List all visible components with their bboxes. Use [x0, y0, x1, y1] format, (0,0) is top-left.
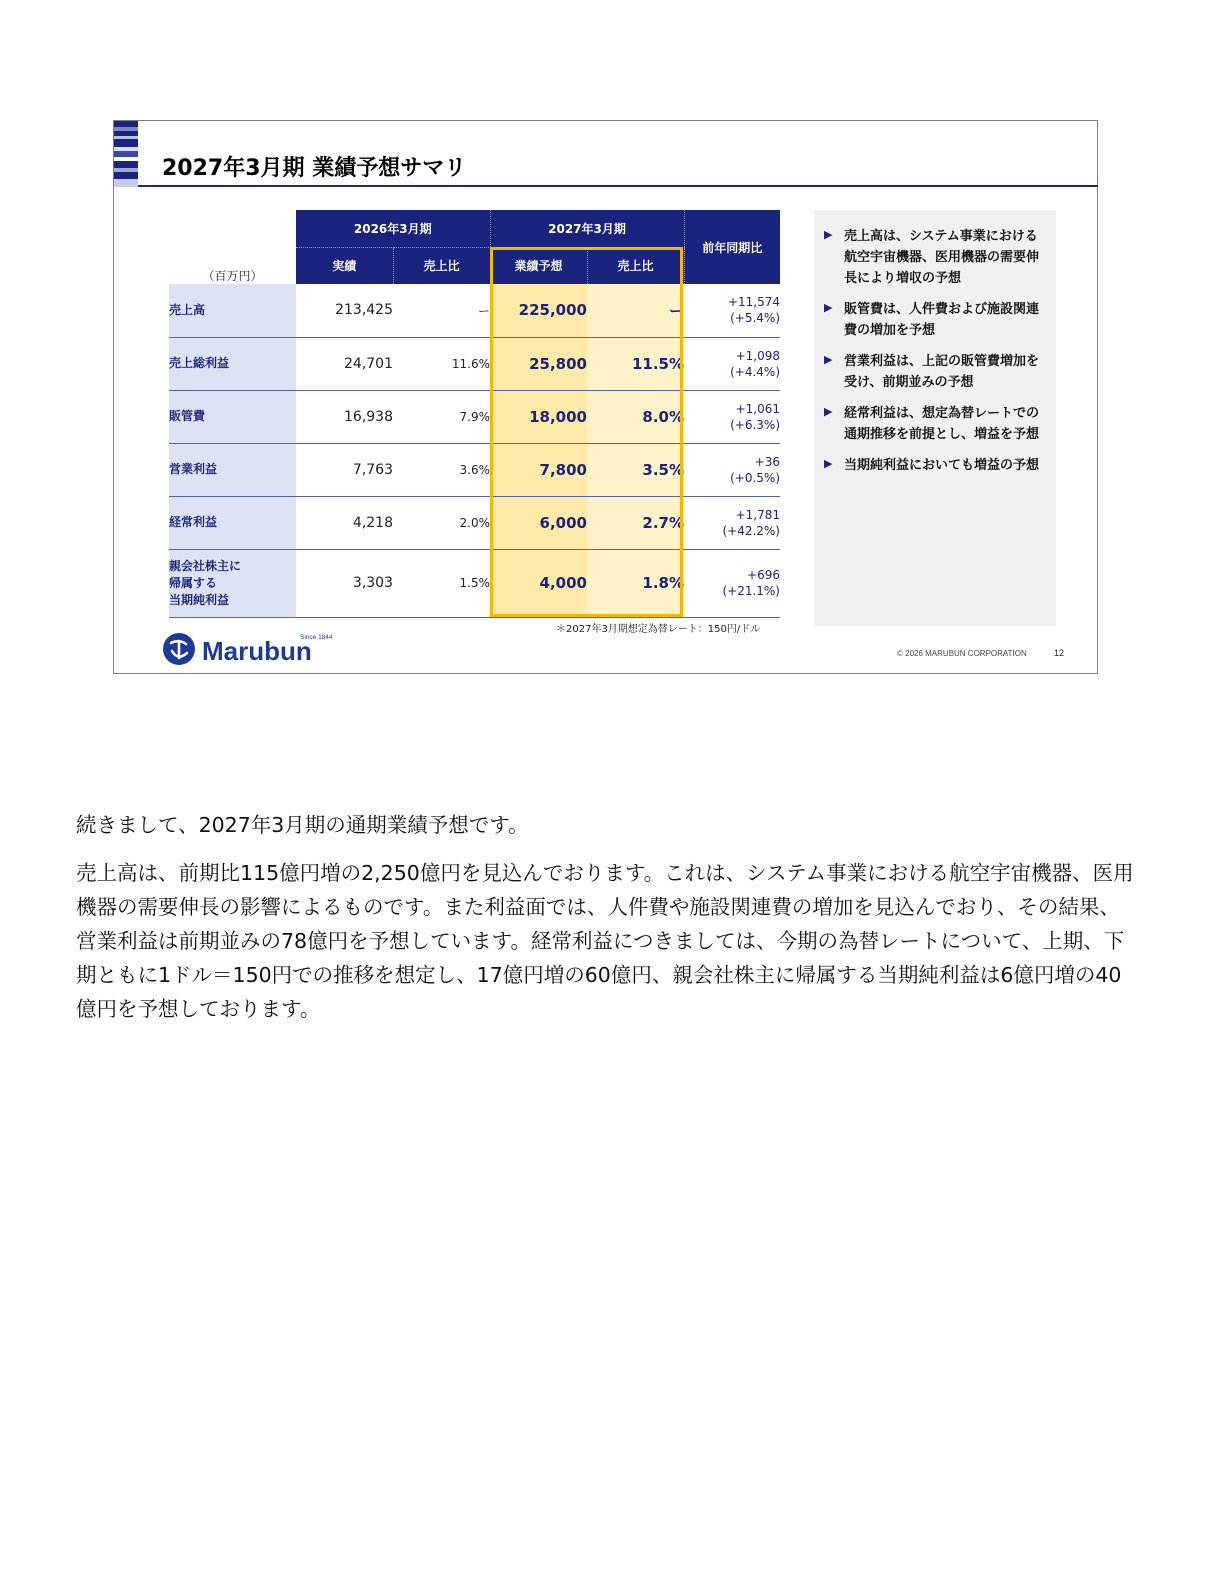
copyright: © 2026 MARUBUN CORPORATION	[897, 649, 1027, 658]
yoy-amount: +1,098	[735, 348, 780, 363]
summary-bullet-text: 売上高は、システム事業における航空宇宙機器、医用機器の需要伸長により増収の予想	[844, 229, 1040, 286]
title-underline	[138, 185, 1098, 187]
row-label	[169, 390, 296, 443]
yoy-amount: +36	[754, 454, 780, 469]
yoy-change	[684, 496, 780, 549]
row-label-line: 経常利益	[169, 515, 218, 529]
actual-value: 24,701	[296, 337, 393, 390]
row-label-line: 売上総利益	[169, 356, 230, 370]
yoy-change	[684, 549, 780, 617]
header-yoy: 前年同期比	[684, 210, 780, 284]
forecast-ratio: 3.5%	[587, 443, 684, 496]
yoy-change	[684, 284, 780, 337]
triangle-right-icon: ▶	[824, 405, 833, 418]
row-label-line: 当期純利益	[169, 592, 230, 607]
actual-ratio: 11.6%	[393, 337, 490, 390]
summary-bullet-text: 当期純利益においても増益の予想	[844, 458, 1040, 473]
header-actual: 実績	[296, 247, 393, 284]
summary-bullet-text: 販管費は、人件費および施設関連費の増加を予想	[844, 302, 1040, 338]
yoy-percent: (+0.5%)	[730, 470, 780, 485]
yoy-amount: +1,781	[735, 507, 780, 522]
forecast-ratio: 1.8%	[587, 549, 684, 617]
yoy-change	[684, 337, 780, 390]
header-fy2027: 2027年3月期	[490, 210, 684, 247]
summary-bullet-text: 営業利益は、上記の販管費増加を受け、前期並みの予想	[844, 354, 1040, 390]
paragraph-detail: 売上高は、前期比115億円増の2,250億円を見込んでおります。これは、システム事業における航空宇宙機器、医用機器の需要伸長の影響によるものです。また利益面では、人件費や施設関連費の増加を見込んでおり、その結果、営業利益は前期並みの78億円を予想しています。経常利益につきましては、今期の為替レートについて、上期、下期ともに1ドル＝150円での推移を想定し、17億円増の60億円、親会社株主に帰属する当期純利益は6億円増の40億円を予想しております。	[76, 861, 1134, 1021]
yoy-amount: +1,061	[735, 401, 780, 416]
summary-panel	[814, 210, 1056, 626]
actual-ratio: 2.0%	[393, 496, 490, 549]
triangle-right-icon: ▶	[824, 353, 833, 366]
actual-value: 4,218	[296, 496, 393, 549]
table-row	[169, 549, 780, 617]
yoy-percent: (+6.3%)	[730, 417, 780, 432]
forecast-ratio: 2.7%	[587, 496, 684, 549]
row-label	[169, 337, 296, 390]
yoy-percent: (+21.1%)	[722, 584, 780, 598]
header-fy2026: 2026年3月期	[296, 210, 490, 247]
forecast-ratio: ー	[587, 284, 684, 337]
row-label-line: 販管費	[169, 409, 206, 423]
summary-bullet	[824, 455, 1046, 476]
table-row	[169, 390, 780, 443]
yoy-change	[684, 390, 780, 443]
fx-rate-note: ＊2027年3月期想定為替レート：150円/ドル	[556, 624, 761, 635]
row-label-line: 営業利益	[169, 462, 218, 476]
forecast-value: 225,000	[490, 284, 587, 337]
yoy-change	[684, 443, 780, 496]
triangle-right-icon: ▶	[824, 457, 833, 470]
yoy-percent: (+5.4%)	[730, 311, 780, 326]
forecast-ratio: 8.0%	[587, 390, 684, 443]
triangle-right-icon: ▶	[824, 228, 833, 241]
summary-bullet	[824, 226, 1046, 289]
logo-wordmark: Marubun	[202, 636, 312, 666]
summary-bullet	[824, 299, 1046, 341]
row-label-line: 親会社株主に	[169, 558, 242, 573]
forecast-table	[169, 210, 780, 618]
unit-label: （百万円）	[202, 269, 263, 283]
triangle-right-icon: ▶	[824, 301, 833, 314]
forecast-value: 18,000	[490, 390, 587, 443]
logo-since: Since 1844	[300, 634, 333, 641]
header-ratio2: 売上比	[587, 247, 684, 284]
paragraph-intro: 続きまして、2027年3月期の通期業績予想です。	[76, 813, 529, 837]
actual-value: 3,303	[296, 549, 393, 617]
actual-value: 213,425	[296, 284, 393, 337]
actual-value: 16,938	[296, 390, 393, 443]
forecast-value: 7,800	[490, 443, 587, 496]
header-ratio: 売上比	[393, 247, 490, 284]
table-row	[169, 443, 780, 496]
slide-title: 2027年3月期 業績予想サマリ	[162, 156, 467, 181]
narration-text	[76, 808, 1136, 1040]
forecast-ratio: 11.5%	[587, 337, 684, 390]
row-label	[169, 496, 296, 549]
row-label-line: 帰属する	[169, 575, 218, 590]
row-label-line: 売上高	[169, 302, 206, 317]
row-label	[169, 284, 296, 337]
yoy-percent: (+4.4%)	[730, 364, 780, 379]
slide	[113, 120, 1098, 674]
yoy-percent: (+42.2%)	[722, 523, 780, 538]
yoy-amount: +696	[747, 568, 780, 582]
actual-ratio: 7.9%	[393, 390, 490, 443]
page-number: 12	[1054, 648, 1065, 658]
table-row	[169, 337, 780, 390]
summary-bullet	[824, 351, 1046, 393]
header-forecast: 業績予想	[490, 247, 587, 284]
forecast-value: 25,800	[490, 337, 587, 390]
summary-bullet-text: 経常利益は、想定為替レートでの通期推移を前提とし、増益を予想	[844, 406, 1040, 442]
actual-ratio: 1.5%	[393, 549, 490, 617]
yoy-amount: +11,574	[727, 295, 780, 310]
row-label	[169, 443, 296, 496]
actual-ratio: 3.6%	[393, 443, 490, 496]
actual-ratio: ー	[393, 284, 490, 337]
forecast-value: 6,000	[490, 496, 587, 549]
marubun-logo	[162, 631, 342, 667]
summary-bullet	[824, 403, 1046, 445]
row-label	[169, 549, 296, 617]
table-row	[169, 496, 780, 549]
title-stripes	[114, 121, 138, 187]
table-row	[169, 284, 780, 337]
forecast-value: 4,000	[490, 549, 587, 617]
actual-value: 7,763	[296, 443, 393, 496]
